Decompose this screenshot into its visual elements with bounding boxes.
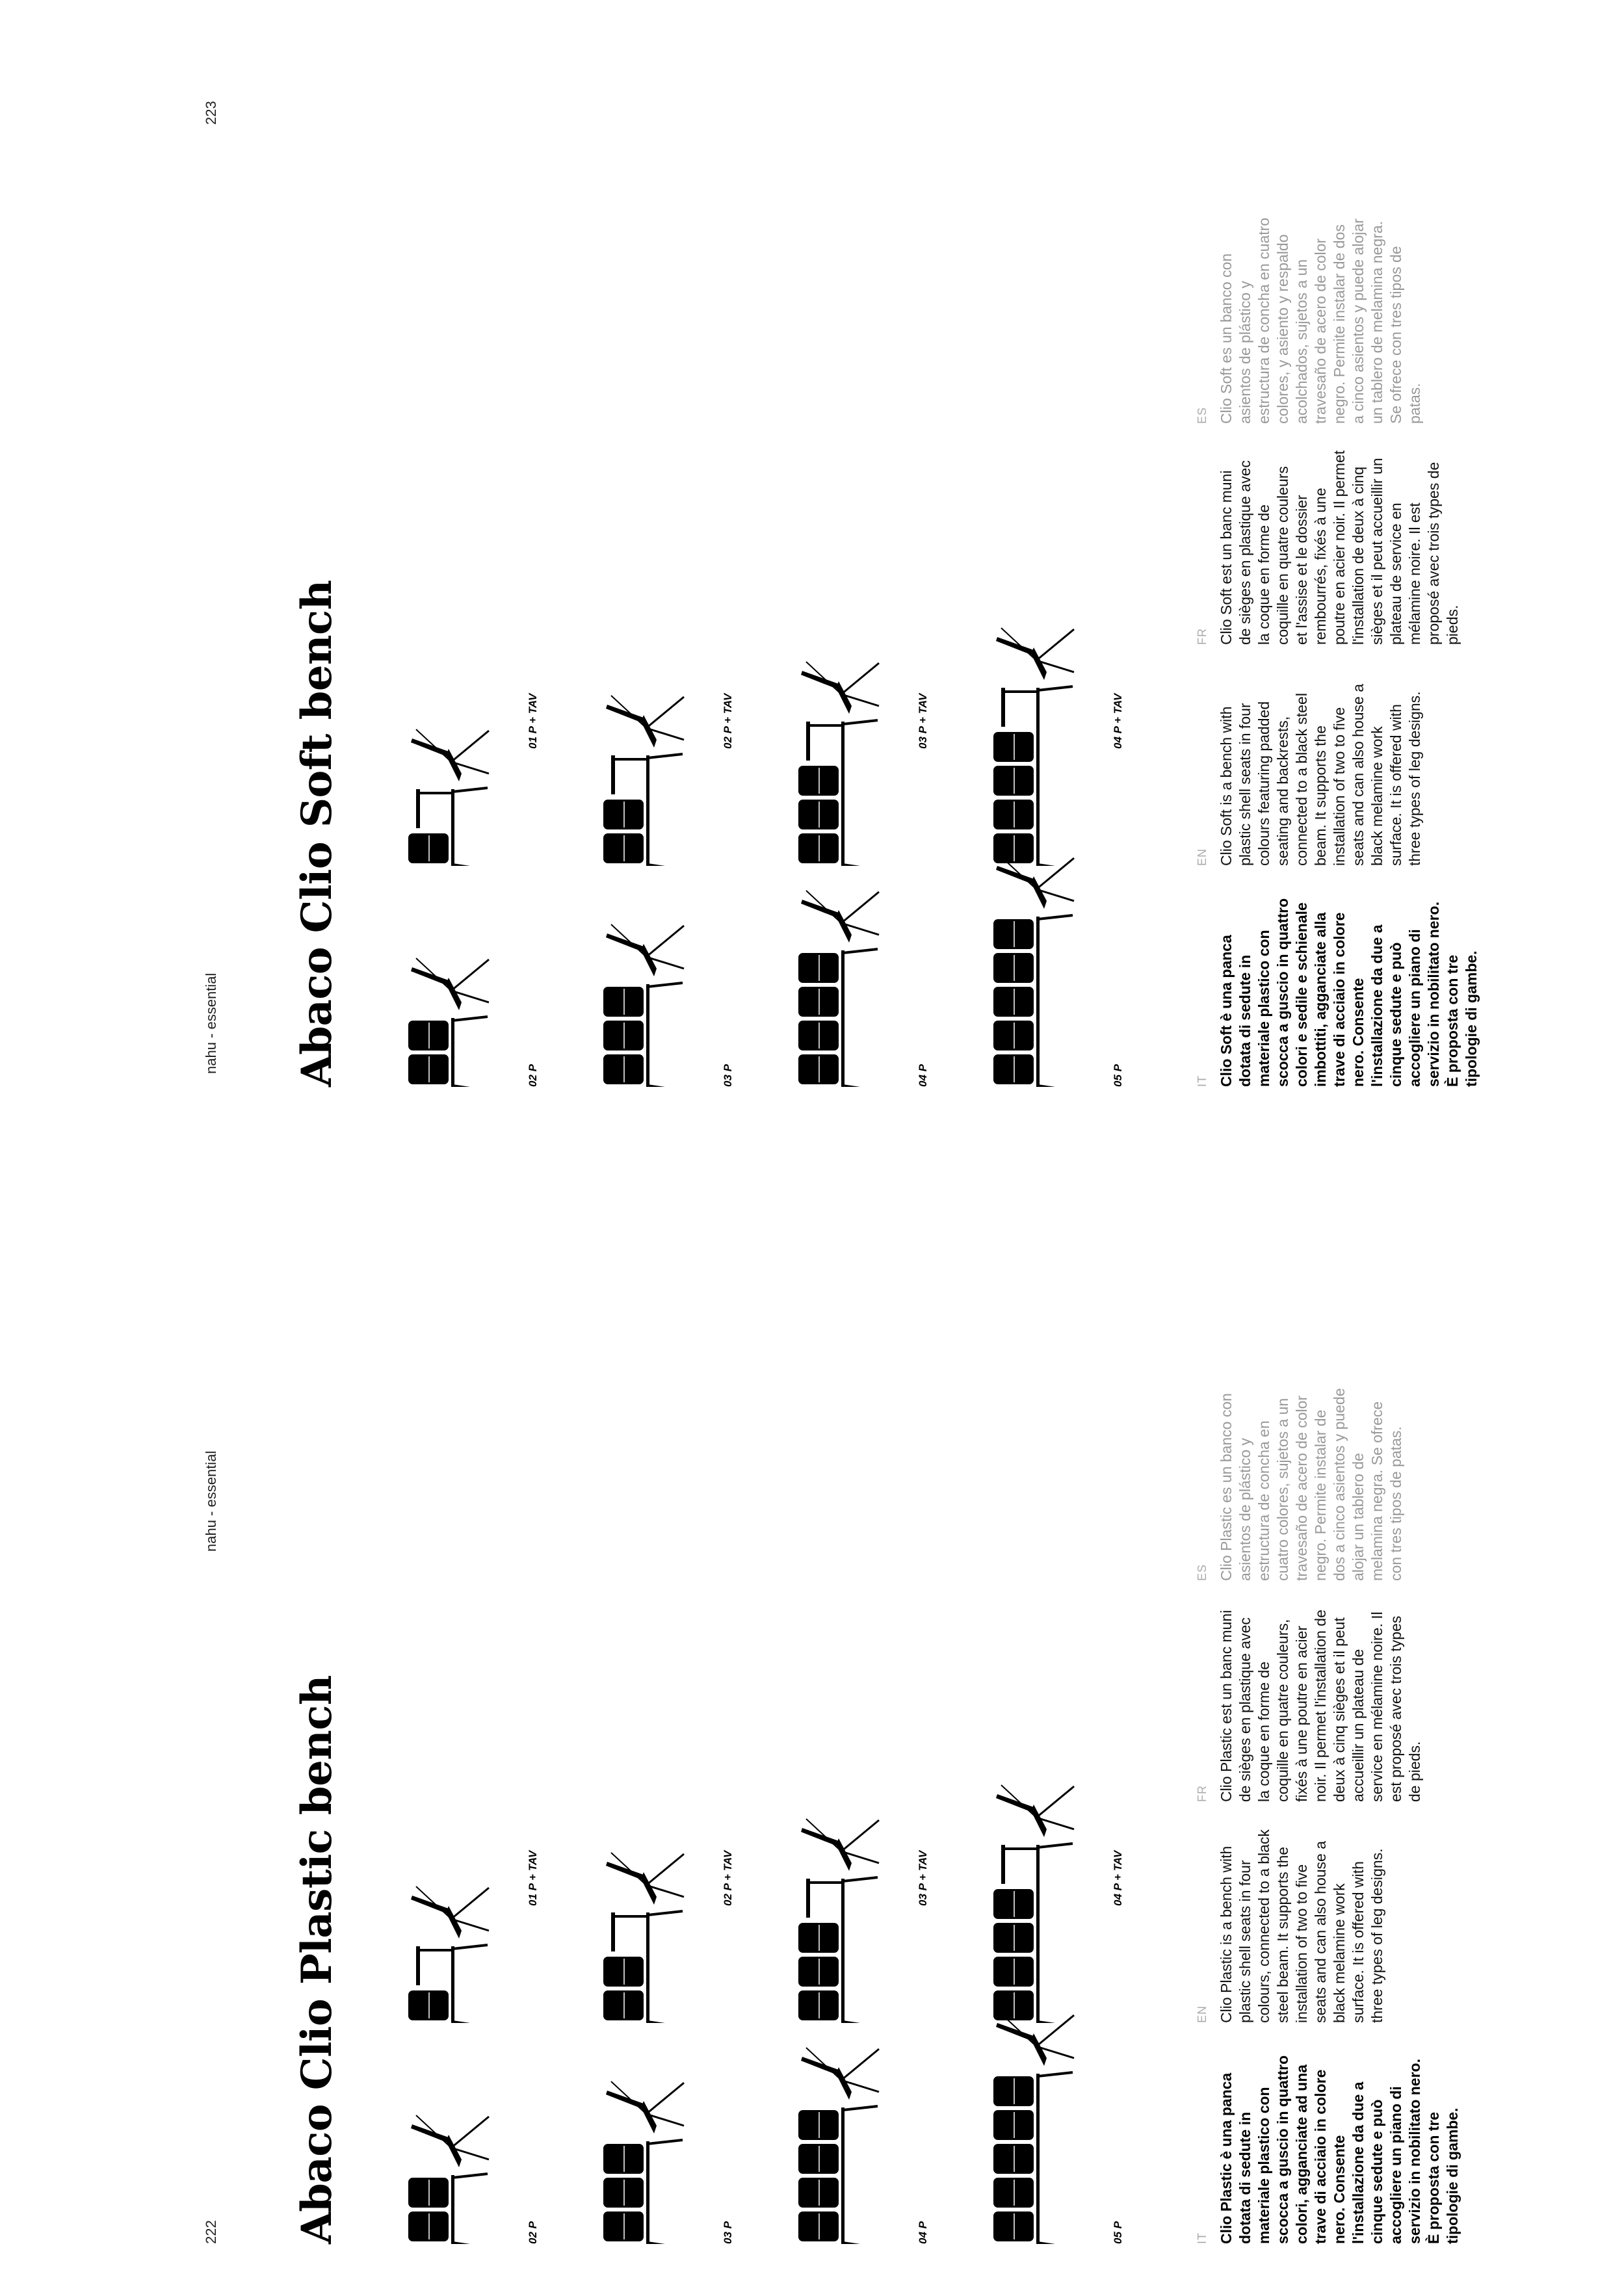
lang-label: ES: [1196, 1563, 1209, 1581]
bench-side-view-icon: [411, 2115, 489, 2167]
variant-label: 05 P: [1112, 1064, 1124, 1087]
bench-diagram: [592, 689, 689, 866]
bench-diagram: [592, 2075, 689, 2244]
variant-label: 03 P: [722, 2221, 734, 2244]
bench-seat-icon: [993, 987, 1034, 1017]
bench-leg: [452, 1945, 488, 1949]
bench-leg: [1038, 1844, 1073, 1847]
bench-diagram: [787, 2041, 884, 2244]
bench-leg: [843, 949, 878, 953]
bench-diagram: [397, 1880, 494, 2023]
bench-diagram: [982, 621, 1079, 866]
page-title-plastic: Abaco Clio Plastic bench: [293, 1675, 341, 2244]
bench-leg: [843, 720, 878, 724]
bench-beam: [1036, 917, 1040, 1087]
bench-leg: [648, 2022, 683, 2023]
bench-seat-icon: [993, 1923, 1034, 1953]
paragraph-en: Clio Soft is a bench with plastic shell seats in four colours featuring padded seating and backrests, connected to a black steel beam. It supports the installation of two to five seats and can also house a black melamine work surface. It is offered with three types of leg designs.: [1218, 683, 1423, 866]
bench-seat-icon: [798, 766, 839, 796]
bench-seat-icon: [993, 2211, 1034, 2241]
bench-seat-icon: [408, 1990, 449, 2020]
bench-table-post: [416, 1949, 452, 1951]
bench-beam: [841, 950, 845, 1087]
bench-seat-icon: [993, 1957, 1034, 1987]
bench-side-view-icon: [996, 628, 1074, 680]
bench-leg: [452, 865, 488, 866]
bench-seat-icon: [603, 2211, 644, 2241]
variant-soft-01p-tav: [397, 693, 539, 866]
text-plastic-en: [1193, 1828, 1387, 2023]
bench-beam: [841, 2107, 845, 2244]
bench-seat-icon: [798, 1054, 839, 1084]
bench-seat-icon: [408, 1054, 449, 1084]
bench-table-post: [1001, 1847, 1038, 1850]
bench-seat-icon: [798, 800, 839, 829]
variant-soft-03p-tav: [787, 655, 929, 866]
bench-seat-icon: [993, 766, 1034, 796]
bench-leg: [843, 2243, 878, 2244]
bench-leg: [843, 1086, 878, 1087]
bench-table-post: [1001, 690, 1038, 693]
variant-plastic-03p: [592, 2075, 734, 2244]
bench-leg: [452, 1017, 488, 1021]
variant-soft-02p: [397, 952, 539, 1087]
variant-plastic-03p-tav: [787, 1812, 929, 2023]
bench-diagram: [982, 850, 1079, 1087]
bench-beam: [646, 2141, 649, 2244]
paragraph-it: Clio Plastic è una panca dotata di sedute in materiale plastico con scocca a guscio in quattro colori, agganciate ad una trave di acciaio in colore nero. Consente l'installazione da due a cinque sedute e può accogliere un piano di servizio in nobilitato nero. È proposta con tre tipologie di gambe.: [1218, 2055, 1461, 2244]
bench-leg: [452, 1086, 488, 1087]
page-number-right: 223: [203, 101, 219, 125]
variant-label: 04 P: [917, 1064, 929, 1087]
bench-seat-icon: [603, 1054, 644, 1084]
bench-seat-icon: [798, 1923, 839, 1953]
paragraph-en: Clio Plastic is a bench with plastic shell seats in four colours, connected to a black steel beam. It supports the installation of two to five seats and can also house a black melamine work surface. It is offered with three types of leg designs.: [1218, 1829, 1385, 2023]
bench-side-view-icon: [411, 958, 489, 1010]
bench-table-post: [806, 724, 843, 727]
bench-seat-icon: [993, 2144, 1034, 2174]
bench-table-post: [806, 1881, 843, 1884]
bench-side-view-icon: [606, 924, 684, 976]
bench-seat-icon: [408, 2178, 449, 2208]
bench-table-top: [611, 755, 615, 794]
bench-leg: [1038, 686, 1073, 690]
bench-beam: [1036, 1845, 1040, 2023]
bench-side-view-icon: [996, 1785, 1074, 1837]
bench-seat-icon: [993, 1054, 1034, 1084]
bench-table-top: [416, 1946, 420, 1985]
variant-plastic-01p-tav: [397, 1850, 539, 2023]
bench-beam: [451, 2175, 454, 2244]
bench-beam: [451, 1946, 454, 2023]
bench-seat-icon: [603, 1990, 644, 2020]
bench-beam: [451, 789, 454, 866]
bench-seat-icon: [798, 2144, 839, 2174]
bench-beam: [841, 722, 845, 866]
variant-label: 02 P: [527, 1064, 539, 1087]
bench-seat-icon: [993, 1021, 1034, 1050]
bench-diagram: [397, 723, 494, 866]
bench-leg: [648, 2243, 683, 2244]
bench-diagram: [397, 2109, 494, 2244]
bench-beam: [646, 984, 649, 1087]
text-soft-fr: [1193, 450, 1462, 645]
bench-leg: [843, 865, 878, 866]
variant-label: 01 P + TAV: [527, 1850, 539, 1906]
bench-leg: [452, 2022, 488, 2023]
bench-diagram: [982, 1779, 1079, 2023]
bench-seat-icon: [603, 800, 644, 829]
bench-seat-icon: [993, 833, 1034, 863]
bench-seat-icon: [408, 833, 449, 863]
bench-side-view-icon: [801, 1819, 879, 1871]
bench-table-top: [806, 722, 810, 761]
lang-label: ES: [1196, 406, 1209, 424]
bench-table-top: [806, 1879, 810, 1918]
bench-seat-icon: [603, 833, 644, 863]
bench-seat-icon: [993, 953, 1034, 983]
bench-table-top: [416, 789, 420, 828]
bench-table-top: [1001, 1845, 1005, 1884]
bench-seat-icon: [798, 833, 839, 863]
bench-seat-icon: [603, 2178, 644, 2208]
bench-seat-icon: [408, 1021, 449, 1050]
bench-leg: [1038, 2243, 1073, 2244]
bench-seat-icon: [798, 1021, 839, 1050]
bench-diagram: [787, 884, 884, 1087]
variant-label: 03 P + TAV: [917, 693, 929, 749]
page-title-soft: Abaco Clio Soft bench: [293, 580, 341, 1087]
variant-label: 05 P: [1112, 2221, 1124, 2244]
bench-seat-icon: [798, 2211, 839, 2241]
variant-soft-04p-tav: [982, 621, 1124, 866]
paragraph-fr: Clio Soft est un banc muni de sièges en plastique avec la coque en forme de coquille en quatre couleurs et l'assise et le dossier rembourrés, fixés à une poutre en acier noir. Il permet l'installation de deux à cinq sièges et il peut accueillir un plateau de service en mélamine noire. Il est proposé avec trois types de pieds.: [1218, 450, 1461, 645]
bench-seat-icon: [798, 1957, 839, 1987]
lang-label: FR: [1196, 1785, 1209, 1802]
bench-beam: [451, 1018, 454, 1087]
bench-table-post: [416, 792, 452, 794]
bench-seat-icon: [603, 987, 644, 1017]
variant-label: 03 P + TAV: [917, 1850, 929, 1906]
variant-soft-05p: [982, 850, 1124, 1087]
bench-seat-icon: [798, 1990, 839, 2020]
bench-leg: [843, 2022, 878, 2023]
bench-leg: [843, 2106, 878, 2110]
bench-beam: [646, 755, 649, 866]
text-plastic-it: [1193, 2049, 1462, 2244]
bench-leg: [1038, 865, 1073, 866]
bench-seat-icon: [798, 953, 839, 983]
bench-seat-icon: [993, 1990, 1034, 2020]
brand-left: nahu - essential: [203, 1450, 219, 1552]
lang-label: IT: [1196, 2232, 1209, 2244]
paragraph-fr: Clio Plastic est un banc muni de sièges en plastique avec la coque en forme de coquille en quatre couleurs, fixés à une poutre en acier noir. Il permet l'installation de deux à cinq sièges et il peut accueillir un plateau de service en mélamine noire. Il est proposé avec trois types de pieds.: [1218, 1610, 1423, 1802]
bench-seat-icon: [798, 2178, 839, 2208]
lang-label: EN: [1196, 848, 1209, 866]
variant-soft-02p-tav: [592, 689, 734, 866]
bench-diagram: [592, 1846, 689, 2023]
lang-label: IT: [1196, 1075, 1209, 1087]
bench-leg: [452, 788, 488, 792]
bench-leg: [648, 865, 683, 866]
bench-table-post: [611, 1915, 648, 1918]
paragraph-es: Clio Plastic es un banco con asientos de plástico y estructura de concha en cuatro colores, sujetos a un travesaño de acero de color negro. Permite instalar de dos a cinco asientos y puede alojar un tablero de melamina negra. Se ofrece con tres tipos de patas.: [1218, 1388, 1404, 1581]
bench-leg: [1038, 915, 1073, 919]
variant-soft-03p: [592, 918, 734, 1087]
bench-seat-icon: [993, 2110, 1034, 2140]
bench-beam: [841, 1879, 845, 2023]
lang-label: FR: [1196, 628, 1209, 645]
bench-diagram: [397, 952, 494, 1087]
variant-plastic-05p: [982, 2007, 1124, 2244]
bench-leg: [648, 1911, 683, 1915]
page-number-left: 222: [203, 2220, 219, 2244]
variant-label: 04 P: [917, 2221, 929, 2244]
bench-seat-icon: [603, 2144, 644, 2174]
bench-side-view-icon: [606, 696, 684, 748]
variant-plastic-02p-tav: [592, 1846, 734, 2023]
bench-leg: [452, 2174, 488, 2178]
bench-leg: [648, 983, 683, 987]
bench-leg: [1038, 1086, 1073, 1087]
bench-side-view-icon: [801, 891, 879, 943]
text-plastic-es: [1193, 1386, 1406, 1581]
bench-diagram: [982, 2007, 1079, 2244]
bench-beam: [646, 1912, 649, 2023]
variant-label: 02 P + TAV: [722, 1850, 734, 1906]
bench-leg: [648, 2140, 683, 2144]
bench-table-top: [611, 1912, 615, 1951]
bench-diagram: [787, 655, 884, 866]
variant-plastic-04p: [787, 2041, 929, 2244]
bench-beam: [1036, 688, 1040, 866]
bench-seat-icon: [603, 1957, 644, 1987]
brand-right: nahu - essential: [203, 972, 219, 1074]
variant-label: 02 P: [527, 2221, 539, 2244]
bench-seat-icon: [993, 1889, 1034, 1919]
bench-side-view-icon: [801, 662, 879, 714]
text-soft-en: [1193, 671, 1424, 866]
bench-leg: [1038, 2072, 1073, 2076]
bench-diagram: [592, 918, 689, 1087]
variant-plastic-04p-tav: [982, 1779, 1124, 2023]
text-soft-es: [1193, 216, 1424, 424]
bench-side-view-icon: [411, 729, 489, 781]
bench-seat-icon: [993, 2178, 1034, 2208]
text-soft-it: [1193, 892, 1481, 1087]
variant-plastic-02p: [397, 2109, 539, 2244]
paragraph-es: Clio Soft es un banco con asientos de plástico y estructura de concha en cuatro colores, y asiento y respaldo acolchados, sujetos a un travesaño de acero de color negro. Permite instalar de dos a cinco asientos y puede alojar un tablero de melamina negra. Se ofrece con tres tipos de patas.: [1218, 217, 1423, 424]
bench-seat-icon: [603, 1021, 644, 1050]
bench-beam: [1036, 2074, 1040, 2244]
bench-leg: [648, 754, 683, 758]
bench-leg: [452, 2243, 488, 2244]
bench-seat-icon: [798, 2110, 839, 2140]
variant-label: 01 P + TAV: [527, 693, 539, 749]
bench-seat-icon: [993, 2076, 1034, 2106]
bench-leg: [1038, 2022, 1073, 2023]
paragraph-it: Clio Soft è una panca dotata di sedute in materiale plastico con scocca a guscio in quattro colori e sedile e schienale imbottiti, agganciate alla trave di acciaio in colore nero. Consente l'installazione da due a cinque sedute e può accogliere un piano di servizio in nobilitato nero. È proposta con tre tipologie di gambe.: [1218, 898, 1480, 1087]
bench-side-view-icon: [411, 1886, 489, 1938]
variant-label: 02 P + TAV: [722, 693, 734, 749]
bench-side-view-icon: [801, 2048, 879, 2100]
bench-leg: [843, 1877, 878, 1881]
variant-label: 04 P + TAV: [1112, 1850, 1124, 1906]
bench-seat-icon: [798, 987, 839, 1017]
bench-seat-icon: [993, 732, 1034, 762]
bench-side-view-icon: [606, 1853, 684, 1905]
lang-label: EN: [1196, 2005, 1209, 2023]
bench-table-post: [611, 758, 648, 761]
bench-seat-icon: [408, 2211, 449, 2241]
bench-diagram: [787, 1812, 884, 2023]
bench-leg: [648, 1086, 683, 1087]
variant-label: 03 P: [722, 1064, 734, 1087]
bench-seat-icon: [993, 919, 1034, 949]
bench-seat-icon: [993, 800, 1034, 829]
text-plastic-fr: [1193, 1607, 1424, 1802]
variant-label: 04 P + TAV: [1112, 693, 1124, 749]
variant-soft-04p: [787, 884, 929, 1087]
bench-table-top: [1001, 688, 1005, 727]
bench-side-view-icon: [606, 2081, 684, 2133]
